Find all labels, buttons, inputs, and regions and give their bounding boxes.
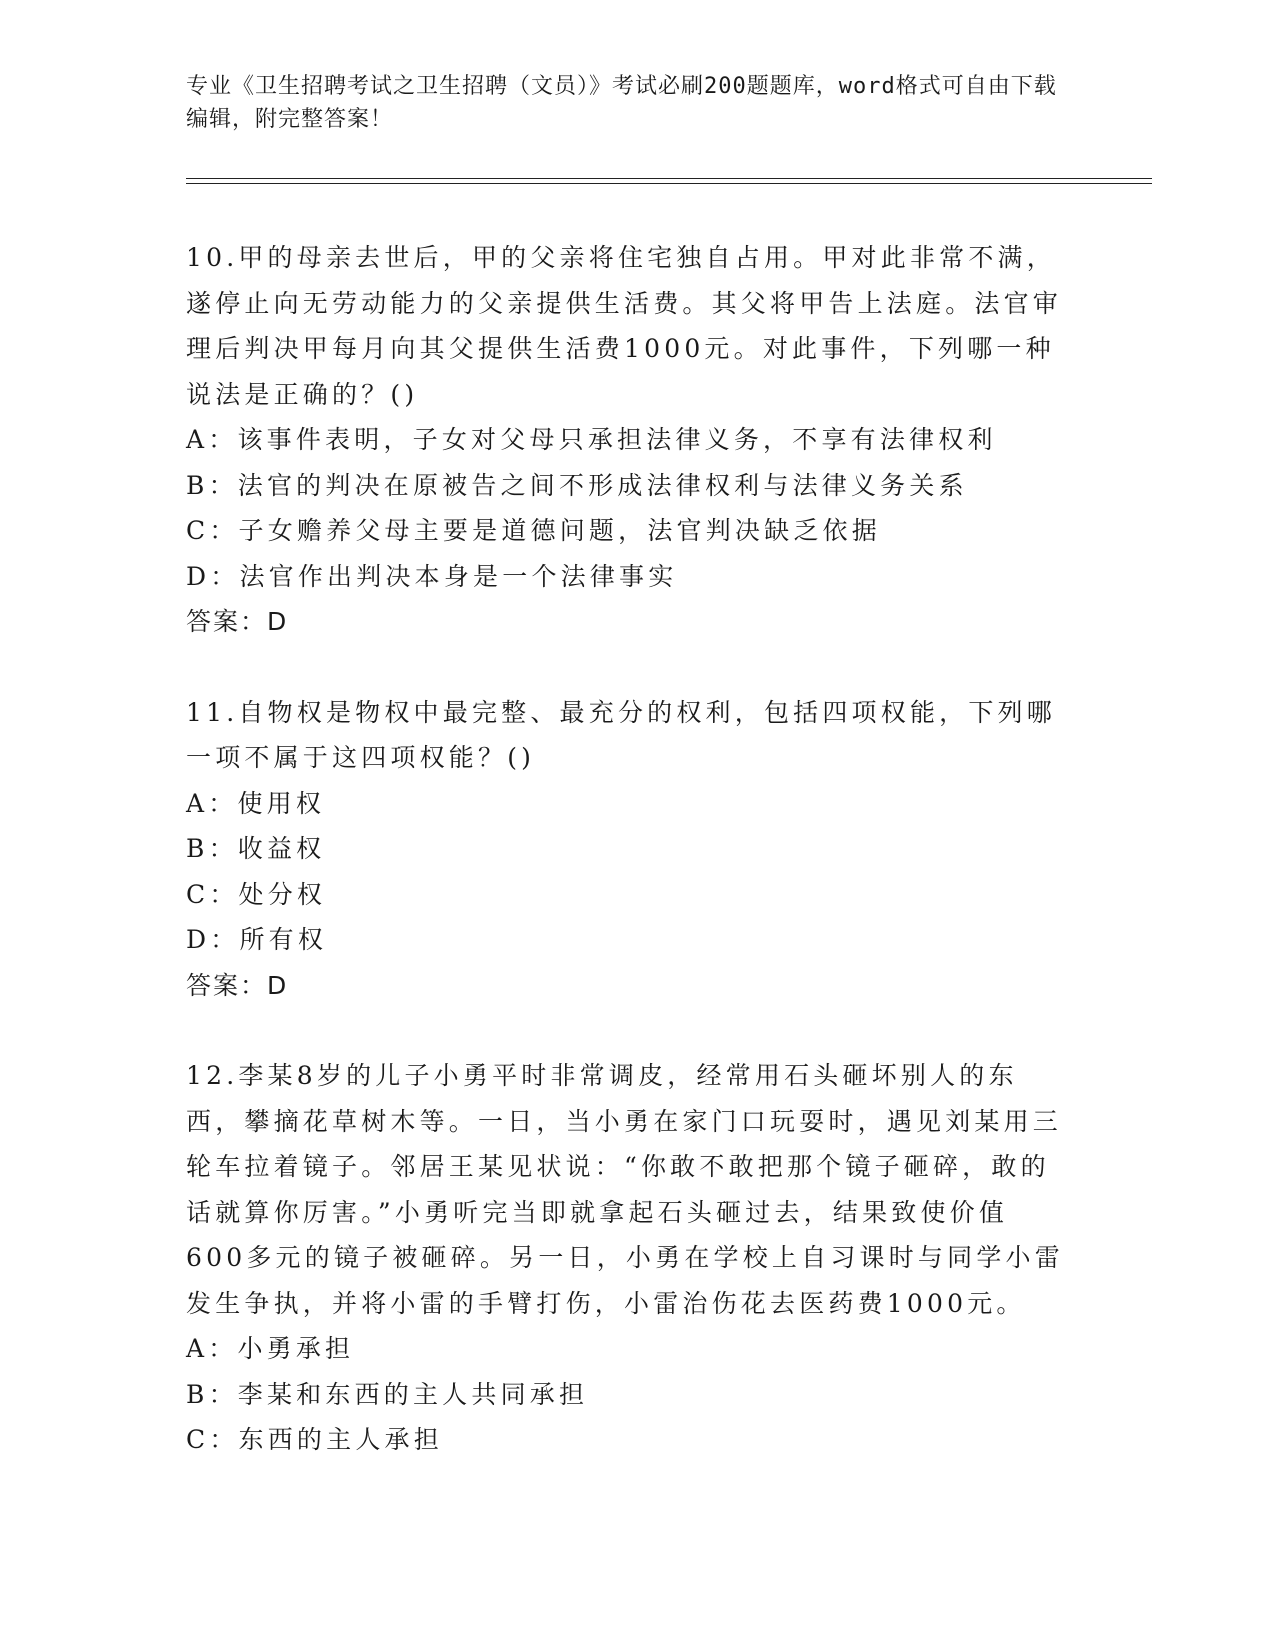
answer-line: 答案：D bbox=[186, 970, 289, 1000]
option-b: B：李某和东西的主人共同承担 bbox=[186, 1379, 589, 1409]
document-header: 专业《卫生招聘考试之卫生招聘（文员）》考试必刷200题题库，word格式可自由下载编辑，附完整答案！ bbox=[186, 74, 1057, 132]
question-stem: 11.自物权是物权中最完整、最充分的权利，包括四项权能，下列哪一项不属于这四项权能？() bbox=[186, 697, 1056, 772]
question-spacer bbox=[186, 1008, 1066, 1053]
question-11 bbox=[186, 690, 1066, 1009]
option-a: A：该事件表明，子女对父母只承担法律义务，不享有法律权利 bbox=[186, 425, 997, 454]
option-c: C：东西的主人承担 bbox=[186, 1425, 443, 1454]
answer-line: 答案：D bbox=[186, 607, 289, 636]
question-10 bbox=[186, 235, 1066, 645]
question-list bbox=[186, 235, 1066, 1463]
question-stem: 10.甲的母亲去世后，甲的父亲将住宅独自占用。甲对此非常不满，遂停止向无劳动能力的父亲提供生活费。其父将甲告上法庭。法官审理后判决甲每月向其父提供生活费1000元。对此事件，下列哪一种说法是正确的？() bbox=[186, 243, 1063, 409]
question-stem: 12.李某8岁的儿子小勇平时非常调皮，经常用石头砸坏别人的东西，攀摘花草树木等。一日，当小勇在家门口玩耍时，遇见刘某用三轮车拉着镜子。邻居王某见状说：“你敢不敢把那个镜子砸碎，敢的话就算你厉害。”小勇听完当即就拿起石头砸过去，结果致使价值600多元的镜子被砸碎。另一日，小勇在学校上自习课时与同学小雷发生争执，并将小雷的手臂打伤，小雷治伤花去医药费1000元。 bbox=[186, 1061, 1064, 1318]
header-divider-bottom bbox=[186, 183, 1152, 184]
question-12 bbox=[186, 1053, 1066, 1463]
option-b: B：收益权 bbox=[186, 834, 326, 863]
option-b: B：法官的判决在原被告之间不形成法律权利与法律义务关系 bbox=[186, 470, 968, 500]
question-spacer bbox=[186, 645, 1066, 690]
option-c: C：子女赡养父母主要是道德问题，法官判决缺乏依据 bbox=[186, 516, 881, 545]
header-divider-top bbox=[186, 178, 1152, 179]
option-c: C：处分权 bbox=[186, 879, 327, 909]
option-d: D：法官作出判决本身是一个法律事实 bbox=[186, 561, 678, 591]
option-a: A：小勇承担 bbox=[186, 1334, 355, 1363]
option-d: D：所有权 bbox=[186, 925, 328, 954]
option-a: A：使用权 bbox=[186, 788, 326, 818]
